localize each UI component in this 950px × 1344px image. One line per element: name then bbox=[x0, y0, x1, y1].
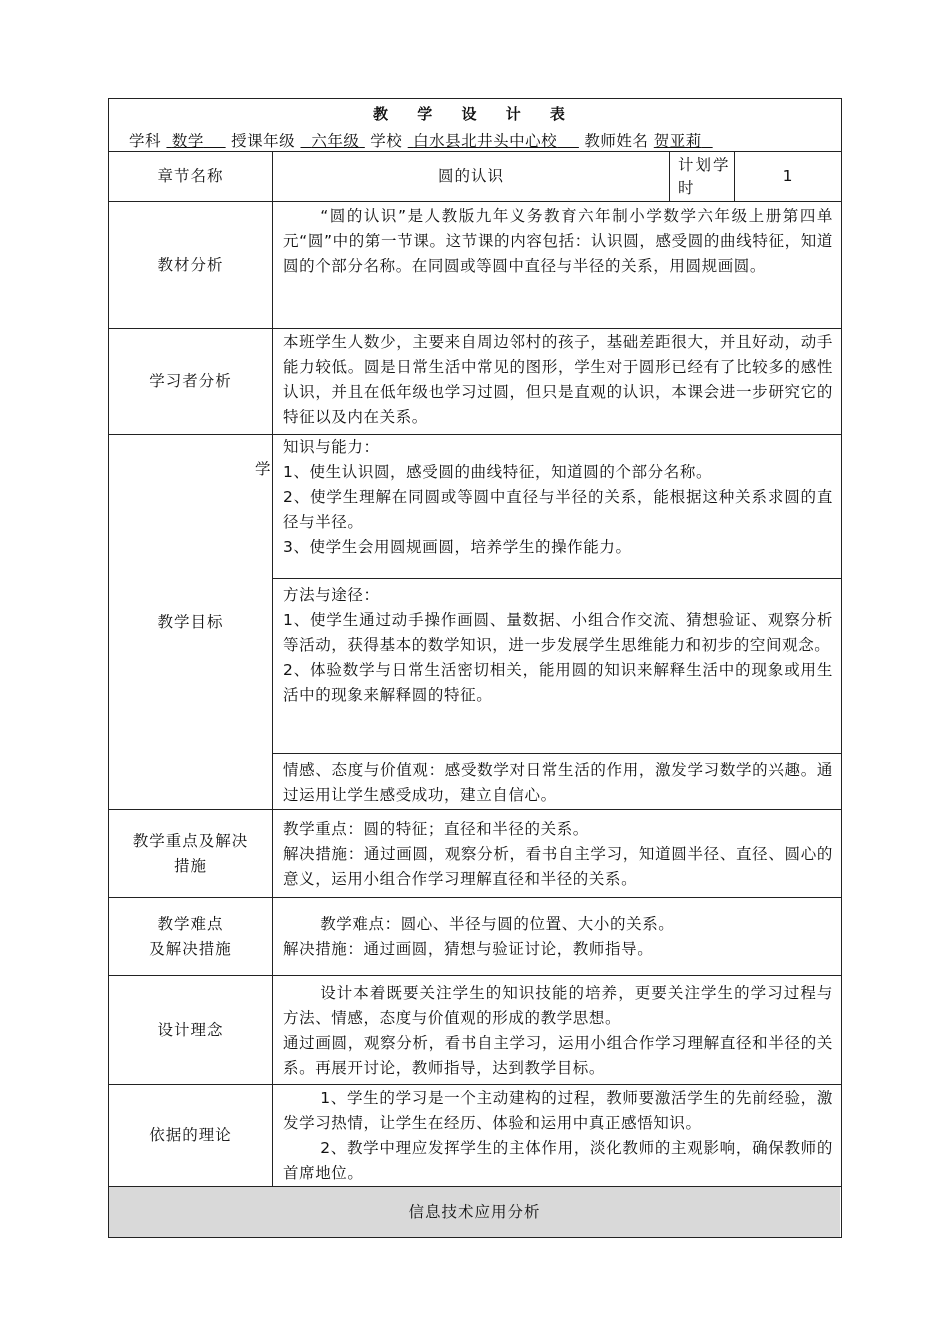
learner-analysis-label: 学习者分析 bbox=[149, 372, 232, 390]
chapter-label: 章节名称 bbox=[157, 167, 224, 185]
knowledge-item: 3、使学生会用圆规画圆，培养学生的操作能力。 bbox=[283, 538, 632, 556]
header-info-row bbox=[129, 129, 713, 151]
method-item: 1、使学生通过动手操作画圆、量数据、小组合作交流、猜想验证、观察分析等活动，获得基本的数学知识，进一步发展学生思维能力和初步的空间观念。 bbox=[283, 611, 833, 654]
it-analysis-header: 信息技术应用分析 bbox=[109, 1187, 840, 1237]
theory-label: 依据的理论 bbox=[149, 1126, 232, 1144]
teacher-value: 贺亚莉 bbox=[653, 132, 702, 150]
chapter-value: 圆的认识 bbox=[437, 167, 504, 185]
goals-method-block bbox=[273, 583, 841, 708]
goals-knowledge-block bbox=[273, 435, 841, 560]
teacher-label: 教师姓名 bbox=[584, 132, 649, 150]
subject-label: 学科 bbox=[129, 132, 162, 150]
knowledge-item: 2、使学生理解在同圆或等圆中直径与半径的关系，能根据这种关系求圆的直径与半径。 bbox=[283, 488, 833, 531]
subject-value: 数学 bbox=[171, 132, 204, 150]
design-concept-text: 设计本着既要关注学生的知识技能的培养，更要关注学生的学习过程与方法、情感，态度与价值观的形成的教学思想。 通过画圆，观察分析，看书自主学习，运用小组合作学习理解直径和半径的关系。再展开讨论，教师指导，达到教学目标。 bbox=[283, 984, 833, 1077]
table-title: 教 学 设 计 表 bbox=[373, 105, 577, 123]
goals-stray-char: 学 bbox=[255, 460, 271, 478]
goals-emotion-block: 情感、态度与价值观：感受数学对日常生活的作用，激发学习数学的兴趣。通过运用让学生感受成功，建立自信心。 bbox=[283, 761, 833, 804]
grade-label: 授课年级 bbox=[231, 132, 296, 150]
school-value: 白水县北井头中心校 bbox=[413, 132, 558, 150]
school-label: 学校 bbox=[370, 132, 403, 150]
theory-text: 1、学生的学习是一个主动建构的过程，教师要激活学生的先前经验，激发学习热情，让学生在经历、体验和运用中真正感悟知识。 2、教学中理应发挥学生的主体作用，淡化教师的主观影响，确保教师的首席地位。 bbox=[283, 1089, 833, 1182]
planned-hours-value: 1 bbox=[782, 167, 794, 185]
design-concept-label: 设计理念 bbox=[157, 1020, 224, 1039]
method-heading: 方法与途径： bbox=[283, 586, 380, 604]
method-item: 2、体验数学与日常生活密切相关，能用圆的知识来解释生活中的现象或用生活中的现象来解释圆的特征。 bbox=[283, 661, 833, 704]
teaching-goals-label: 教学目标 bbox=[157, 612, 224, 631]
knowledge-heading: 知识与能力： bbox=[283, 438, 380, 456]
knowledge-item: 1、使生认识圆，感受圆的曲线特征，知道圆的个部分名称。 bbox=[283, 463, 713, 481]
difficulties-text: 教学难点：圆心、半径与圆的位置、大小的关系。 解决措施：通过画圆，猜想与验证讨论，教师指导。 bbox=[283, 915, 675, 958]
lesson-design-table bbox=[108, 98, 842, 1238]
key-points-text: 教学重点：圆的特征；直径和半径的关系。 解决措施：通过画圆，观察分析，看书自主学习，知道圆半径、直径、圆心的意义，运用小组合作学习理解直径和半径的关系。 bbox=[283, 820, 833, 888]
material-analysis-text: “圆的认识”是人教版九年义务教育六年制小学数学六年级上册第四单元“圆”中的第一节课。这节课的内容包括：认识圆，感受圆的曲线特征，知道圆的个部分名称。在同圆或等圆中直径与半径的关系，用圆规画圆。 bbox=[283, 207, 833, 275]
grade-value: 六年级 bbox=[311, 132, 360, 150]
key-points-label: 教学重点及解决措施 bbox=[132, 831, 249, 875]
planned-hours-label: 计划学时 bbox=[678, 156, 731, 197]
difficulties-label: 教学难点 及解决措施 bbox=[149, 914, 232, 958]
material-analysis-label: 教材分析 bbox=[157, 255, 224, 274]
learner-analysis-text: 本班学生人数少，主要来自周边邻村的孩子，基础差距很大，并且好动，动手能力较低。圆是日常生活中常见的图形，学生对于圆形已经有了比较多的感性认识，并且在低年级也学习过圆，但只是直观的认识，本课会进一步研究它的特征以及内在关系。 bbox=[283, 333, 833, 426]
